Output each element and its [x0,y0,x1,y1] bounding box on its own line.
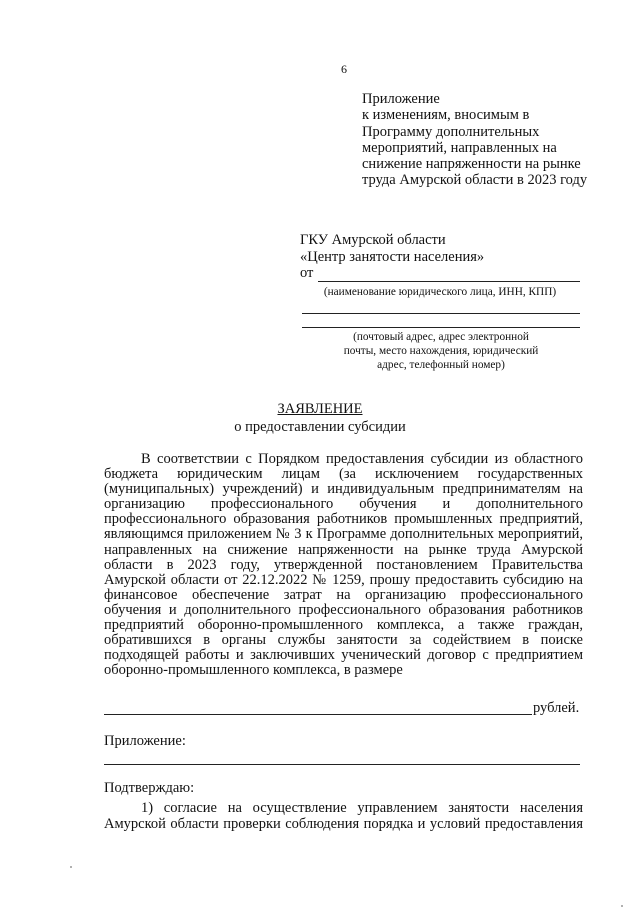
confirm-line: 1) согласие на осуществление управлением занятости населения [141,800,583,816]
appendix-line: мероприятий, направленных на [362,139,557,156]
confirm-line: Амурской области проверки соблюдения порядка и условий предоставления [104,816,583,833]
appendix-line: Программу дополнительных [362,123,540,140]
recipient-line: «Центр занятости населения» [300,248,485,265]
body-line: Амурской области от 22.12.2022 № 1259, прошу предоставить субсидию на [104,572,583,588]
appendix-line: к изменениям, вносимым в [362,107,530,124]
body-line: обратившихся в органы службы занятости за содействием в поиске [104,633,583,649]
from-fill-line [318,281,580,282]
legal-entity-hint: (наименование юридического лица, ИНН, КПП) [323,286,557,298]
from-label: от [300,265,314,281]
body-line: подходящей работы и заключивших ученический договор с предприятием [104,648,583,664]
scan-speck [70,866,72,868]
document-subtitle: о предоставлении субсидии [234,419,406,435]
body-line: направленных на снижение напряженности на рынке труда Амурской [104,542,583,558]
confirm-paragraph [104,800,583,833]
body-line: предприятий оборонно-промышленного комплекса, а также граждан, [104,618,583,634]
appendix-line: труда Амурской области в 2023 году [362,172,588,189]
address-hint-line: (почтовый адрес, адрес электронной [353,331,529,343]
address-hint-line: адрес, телефонный номер) [377,359,505,371]
address-hint [300,330,582,372]
fill-line [302,313,580,314]
body-line: (муниципальных) учреждений) и индивидуальным предпринимателям на [104,482,583,498]
body-line: области в 2023 году, утвержденной постановлением Правительства [104,557,583,573]
recipient-line: ГКУ Амурской области [300,232,446,248]
recipient-block [300,232,484,282]
confirm-label: Подтверждаю: [104,780,195,796]
body-line: являющимся приложением № 3 к Программе дополнительных мероприятий, [104,527,583,543]
attachment-label: Приложение: [104,733,186,749]
document-title: ЗАЯВЛЕНИЕ [277,401,363,417]
body-line: организацию профессионального обучения и дополнительного [104,497,583,513]
body-paragraph [104,452,583,678]
body-last-line: оборонно-промышленного комплекса, в размере [104,662,403,679]
body-line: бюджета юридическим лицам (за исключением государственных [104,467,583,483]
appendix-line: Приложение [362,91,440,107]
attachment-fill-line [104,764,580,765]
sum-suffix: рублей. [533,700,580,716]
appendix-line: снижение напряженности на рынке [362,156,581,173]
body-line: профессионального образования работников промышленных предприятий, [104,512,583,528]
appendix-header [362,91,587,189]
page-number: 6 [341,62,347,76]
fill-line [302,327,580,328]
body-line: В соответствии с Порядком предоставления субсидии из областного [141,452,583,467]
body-line: финансовое обеспечение затрат на организацию профессионального [104,587,583,603]
address-hint-line: почты, место нахождения, юридический [343,345,539,357]
sum-fill-line [104,714,532,715]
body-line: обучения и дополнительного профессионального образования работников [104,602,583,618]
